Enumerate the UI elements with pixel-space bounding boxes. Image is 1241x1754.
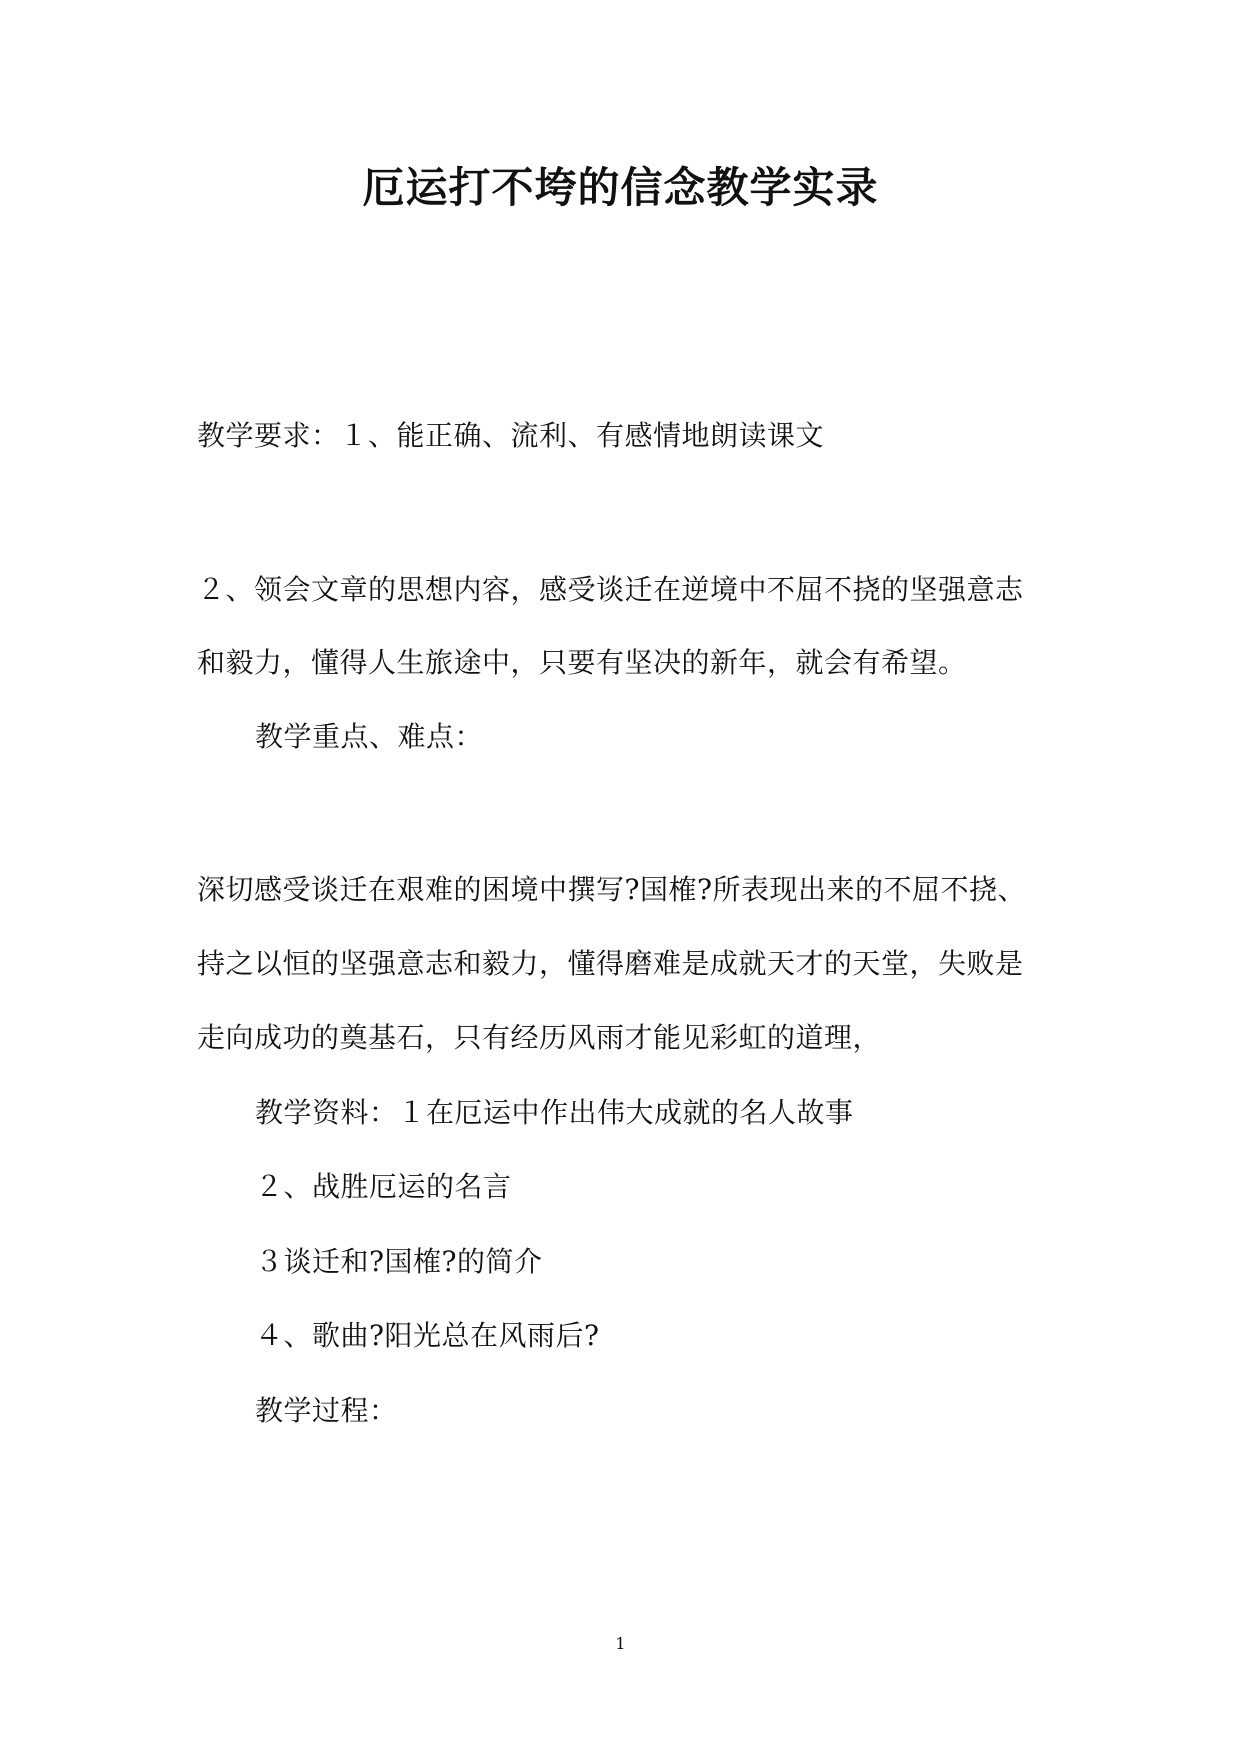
requirement-2-line: ２、领会文章的思想内容，感受谈迁在逆境中不屈不挠的坚强意志 bbox=[197, 573, 1024, 606]
requirement-2-continued-line: 和毅力，懂得人生旅途中，只要有坚决的新年，就会有希望。 bbox=[197, 646, 967, 679]
key-points-line-2: 持之以恒的坚强意志和毅力，懂得磨难是成就天才的天堂，失败是 bbox=[197, 947, 1024, 980]
key-points-heading: 教学重点、难点： bbox=[255, 720, 484, 753]
material-4-line: ４、歌曲?阳光总在风雨后? bbox=[255, 1319, 600, 1352]
teaching-requirements-line: 教学要求：１、能正确、流利、有感情地朗读课文 bbox=[197, 419, 825, 452]
teaching-materials-line: 教学资料：１在厄运中作出伟大成就的名人故事 bbox=[255, 1096, 854, 1129]
key-points-line-3: 走向成功的奠基石，只有经历风雨才能见彩虹的道理， bbox=[197, 1021, 882, 1054]
page-number: 1 bbox=[615, 1634, 626, 1653]
document-title: 厄运打不垮的信念教学实录 bbox=[362, 163, 879, 212]
material-2-line: ２、战胜厄运的名言 bbox=[255, 1170, 512, 1203]
teaching-process-heading: 教学过程： bbox=[255, 1394, 398, 1427]
material-3-line: ３谈迁和?国榷?的简介 bbox=[255, 1245, 543, 1278]
key-points-line-1: 深切感受谈迁在艰难的困境中撰写?国榷?所表现出来的不屈不挠、 bbox=[197, 873, 1027, 906]
